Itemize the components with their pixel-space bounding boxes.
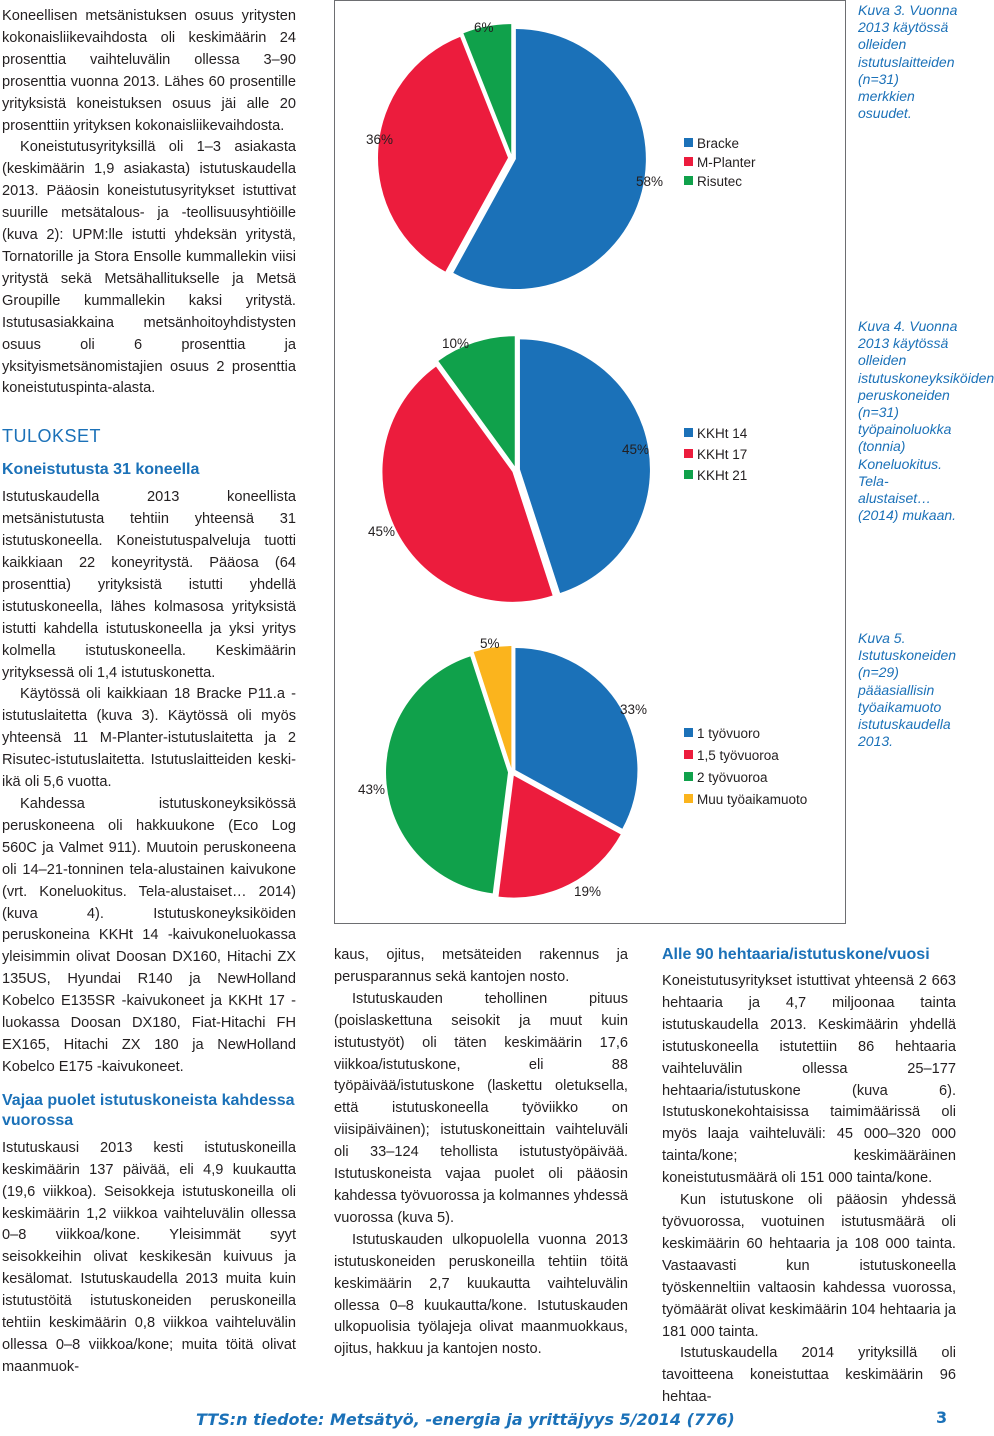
section-heading: TULOKSET	[2, 426, 102, 447]
legend-swatch	[684, 794, 693, 803]
pie-percent-label: 45%	[368, 524, 396, 539]
subheading: Vajaa puolet istutuskoneista kahdessa vuorossa	[2, 1091, 295, 1129]
pie-percent-label: 33%	[620, 702, 648, 717]
legend-label: 1,5 työvuoroa	[697, 748, 779, 763]
legend-label: KKHt 17	[697, 447, 748, 462]
pie-percent-label: 5%	[480, 636, 500, 651]
paragraph: Istutuskaudella 2014 yrityksillä oli tavoitteena koneistuttaa keskimäärin 96 hehtaa-	[662, 1345, 956, 1406]
paragraph: Istutuskaudella 2013 koneellista metsänistutusta tehtiin yhteensä 31 istutuskoneella. Koneistutuspalveluja tuotti kaikkiaan 22 koneyritystä. Pääosa (64 prosenttia) yrityksistä istutti yhdellä istutuskoneella, lähes kolmasosa yrityksistä istutti kahdella istutuskoneella ja yksi yritys kolmella istutuskoneella. Keskimäärin yrityksessä oli 1,4 istutuskonetta.	[2, 489, 296, 681]
paragraph: Kun istutuskone oli pääosin yhdessä työvuorossa, vuotuinen istutusmäärä oli keskimäärin 60 hehtaaria ja 108 000 tainta. Vastaavasti kun istutuskoneella työskenneltiin valtaosin kahdessa vuorossa, työmäärät olivat keskimäärin 104 hehtaaria ja 181 000 tainta.	[662, 1192, 956, 1340]
legend-label: Risutec	[697, 174, 743, 189]
legend-label: 1 työvuoro	[697, 726, 761, 741]
paragraph: Koneistutusyrityksillä oli 1–3 asiakasta (keskimäärin 1,9 asiakasta) istutuskaudella 2013. Pääosin koneistutusyritykset istuttivat suurille metsätalous- ja -teollisuusyhtiöille (kuva 2): UPM:lle istutti yhdeksän yritystä, Tornatorille ja Stora Ensolle kummallekin viisi yritystä sekä Metsähallitukselle ja Metsä Groupille kummallekin kaksi yritystä. Istutusasiakkaina metsänhoitoyhdistysten osuus oli 6 prosenttia ja yksityismetsänomistajien osuus 2 prosenttia koneistutuspinta-alasta.	[2, 139, 296, 397]
pie-percent-label: 45%	[622, 442, 650, 457]
middle-text-column	[334, 945, 628, 1361]
legend-swatch	[684, 772, 693, 781]
legend-label: M-Planter	[697, 155, 756, 170]
legend-label: Bracke	[697, 136, 740, 151]
pie-percent-label: 58%	[636, 174, 664, 189]
paragraph: Istutuskausi 2013 kesti istutuskoneilla keskimäärin 137 päivää, eli 4,9 kuukautta (19,6 viikkoa). Seisokkeja istutuskoneilla oli keskimäärin 1,2 viikkoa vaihteluvälin ollessa 0–8 viikkoa/kone. Yleisimmät syyt seisokkeihin olivat keskikesän kuivuus ja kesälomat. Istutuskaudella 2013 muita kuin istutustöitä istutuskoneiden peruskoneilla tehtiin keskimäärin 0,8 viikkoa vaihteluvälin ollessa 0–8 viikkoa/kone; muita töitä olivat maanmuok-	[2, 1139, 296, 1375]
legend-swatch	[684, 750, 693, 759]
paragraph: Käytössä oli kaikkiaan 18 Bracke P11.a -istutuslaitetta (kuva 3). Käytössä oli myös yhteensä 11 M-Planter-istutuslaitetta ja 2 Risutec-istutuslaitetta. Istutuslaitteiden keski-ikä oli 5,6 vuotta.	[2, 686, 296, 791]
legend-label: KKHt 14	[697, 426, 748, 441]
subheading: Koneistutusta 31 koneella	[2, 461, 200, 479]
paragraph: Istutuskauden tehollinen pituus (poislaskettuna seisokit ja muut kuin istutustyöt) oli täten keskimäärin 17,6 viikkoa/istutuskone, eli 88 työpäivää/istutuskone (laskettu oletuksella, että istutuskoneella työviikko on viisipäiväinen); istutuskoneittain vaihteluväli oli 33–124 tehollista istutustyöpäivää. Istutuskoneista vajaa puolet oli pääosin kahdessa työvuorossa ja kolmannes yhdessä vuorossa (kuva 5).	[334, 990, 628, 1226]
legend-swatch	[684, 470, 693, 479]
figure-caption-3: Kuva 3. Vuonna 2013 käytössä olleiden istutuslaitteiden (n=31) merkkien osuudet.	[858, 2, 958, 122]
legend-label: KKHt 21	[697, 468, 748, 483]
pie-percent-label: 10%	[442, 336, 470, 351]
legend-swatch	[684, 428, 693, 437]
legend-swatch	[684, 728, 693, 737]
legend-label: Muu työaikamuoto	[697, 792, 808, 807]
right-text-column	[662, 945, 956, 1409]
legend-label: 2 työvuoroa	[697, 770, 768, 785]
pie-percent-label: 36%	[366, 132, 394, 147]
legend-swatch	[684, 176, 693, 185]
figure-caption-4: Kuva 4. Vuonna 2013 käytössä olleiden istutuskoneyksiköiden peruskoneiden (n=31) työpainoluokka (tonnia) Koneluokitus. Tela-alustaiset… (2014) mukaan.	[858, 318, 994, 524]
paragraph: Koneistutusyritykset istuttivat yhteensä 2 663 hehtaaria ja 4,7 miljoonaa tainta istutuskaudella 2013. Keskimäärin yhdellä istutuskoneella istutettiin 86 hehtaaria vaihteluvälin ollessa 25–177 hehtaaria/istutuskone (kuva 6). Istutuskonekohtaisissa taimimäärissä oli myös laaja vaihteluväli: 45 000–320 000 tainta/kone; keskimääräinen koneistutusmäärä oli 151 000 tainta/kone.	[662, 973, 956, 1187]
subheading: Alle 90 hehtaaria/istutuskone/vuosi	[662, 946, 930, 963]
footer-title: TTS:n tiedote: Metsätyö, -energia ja yrittäjyys 5/2014 (776)	[196, 1410, 735, 1429]
pie-percent-label: 43%	[358, 782, 386, 797]
paragraph: Kahdessa istutuskoneyksikössä peruskoneena oli hakkuukone (Eco Log 560C ja Valmet 911). Muutoin peruskoneena oli 14–21-tonninen tela-alustainen kaivukone (vrt. Koneluokitus. Tela-alustaiset… 2014) (kuva 4). Istutuskoneyksiköiden peruskoneina KKHt 14 -kaivukoneluokassa yleisimmin olivat Doosan DX160, Hitachi ZX 135US, Hyundai R140 ja NewHolland Kobelco E135SR -kaivukoneet ja KKHt 17 -luokassa Doosan DX180, Fiat-Hitachi FH EX165, Hitachi ZX 180 ja NewHolland Kobelco E175 -kaivukoneet.	[2, 796, 296, 1075]
paragraph: kaus, ojitus, metsäteiden rakennus ja perusparannus sekä kantojen nosto.	[334, 947, 628, 985]
figure-caption-5: Kuva 5. Istutuskoneiden (n=29) pääasiallisin työaikamuoto istutuskaudella 2013.	[858, 630, 957, 750]
page-number: 3	[936, 1408, 948, 1427]
paragraph: Istutuskauden ulkopuolella vuonna 2013 istutuskoneiden peruskoneilla tehtiin töitä keskimäärin 2,7 kuukautta vaihteluvälin ollessa 0–8 kuukautta/kone. Istutuskauden ulkopuolisia työlajeja olivat maanmuokkaus, ojitus, hakkuu ja kantojen nosto.	[334, 1231, 628, 1358]
legend-swatch	[684, 138, 693, 147]
paragraph: Koneellisen metsänistuksen osuus yritysten kokonaisliikevaihdosta oli keskimäärin 24 prosenttia vaihteluvälin ollessa 3–90 prosenttia vuonna 2013. Lähes 60 prosentille yrityksistä koneistuksen osuus jäi alle 20 prosenttiin yrityksen kokonaisliikevaihdosta.	[2, 8, 296, 134]
pie-percent-label: 19%	[574, 884, 602, 899]
pie-percent-label: 6%	[474, 20, 494, 35]
legend-swatch	[684, 157, 693, 166]
legend-swatch	[684, 449, 693, 458]
